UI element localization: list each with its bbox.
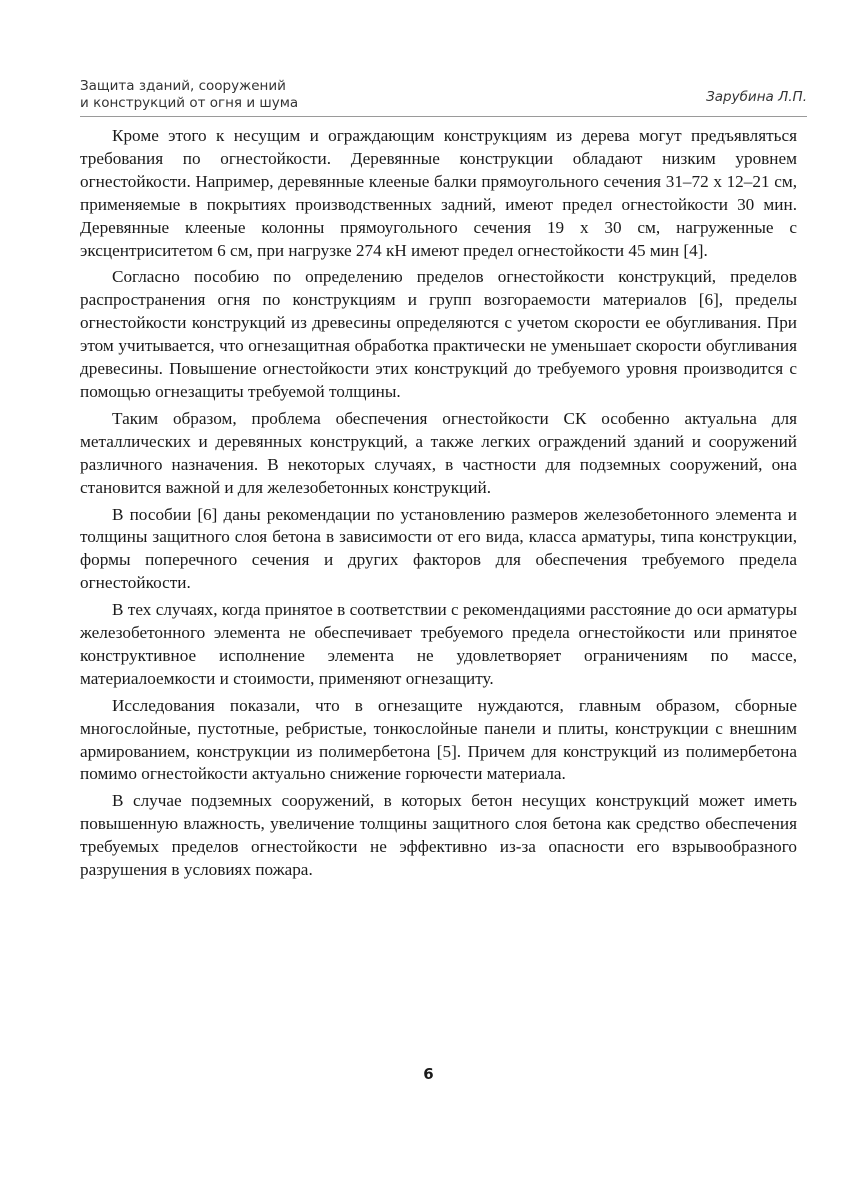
header-author: Зарубина Л.П.: [706, 89, 807, 105]
header-title-line-2: и конструкций от огня и шума: [80, 95, 299, 111]
header-book-title: [80, 78, 298, 112]
page-number: 6: [423, 1065, 434, 1083]
paragraph-5: В тех случаях, когда принятое в соответствии с рекомендациями расстояние до оси арматуры железобетонного элемента не обеспечивает требуемого предела огнестойкости или принятое конструктивное исполнение элемента не удовлетворяет ограничениям по массе, материалоемкости и стоимости, применяют огнезащиту.: [80, 600, 797, 688]
header-title-line-1: Защита зданий, сооружений: [80, 78, 286, 94]
body-text: [80, 125, 797, 886]
paragraph-2: Согласно пособию по определению пределов огнестойкости конструкций, пределов распространения огня по конструкциям и групп возгораемости материалов [6], пределы огнестойкости конструкций из древесины определяются с учетом скорости ее обугливания. При этом учитывается, что огнезащитная обработка практически не уменьшает скорости обугливания древесины. Повышение огнестойкости этих конструкций до требуемого уровня производится с помощью огнезащиты требуемой толщины.: [80, 267, 797, 401]
paragraph-6: Исследования показали, что в огнезащите нуждаются, главным образом, сборные многослойные, пустотные, ребристые, тонкослойные панели и плиты, конструкции с внешним армированием, конструкции из полимербетона [5]. Причем для конструкций из полимербетона помимо огнестойкости актуально снижение горючести материала.: [80, 695, 797, 784]
paragraph-4: В пособии [6] даны рекомендации по установлению размеров железобетонного элемента и толщины защитного слоя бетона в зависимости от его вида, класса арматуры, типа конструкции, формы поперечного сечения и других факторов для обеспечения требуемого предела огнестойкости.: [80, 504, 797, 593]
paragraph-1: Кроме этого к несущим и ограждающим конструкциям из дерева могут предъявляться требования по огнестойкости. Деревянные конструкции обладают низким уровнем огнестойкости. Например, деревянные клееные балки прямоугольного сечения 31–72 х 12–21 см, применяемые в покрытиях производственных задний, имеют предел огнестойкости 30 мин. Деревянные клееные колонны прямоугольного сечения 19 х 30 см, нагруженные с эксцентриситетом 6 см, при нагрузке 274 кН имеют предел огнестойкости 45 мин [4].: [80, 126, 797, 260]
paragraph-3: Таким образом, проблема обеспечения огнестойкости СК особенно актуальна для металлических и деревянных конструкций, а также легких ограждений зданий и сооружений различного назначения. В некоторых случаях, в частности для подземных сооружений, она становится важной и для железобетонных конструкций.: [80, 408, 797, 497]
paragraph-7: В случае подземных сооружений, в которых бетон несущих конструкций может иметь повышенную влажность, увеличение толщины защитного слоя бетона как средство обеспечения требуемых пределов огнестойкости не эффективно из-за опасности его взрывообразного разрушения в условиях пожара.: [80, 791, 797, 880]
running-header: [80, 78, 807, 117]
